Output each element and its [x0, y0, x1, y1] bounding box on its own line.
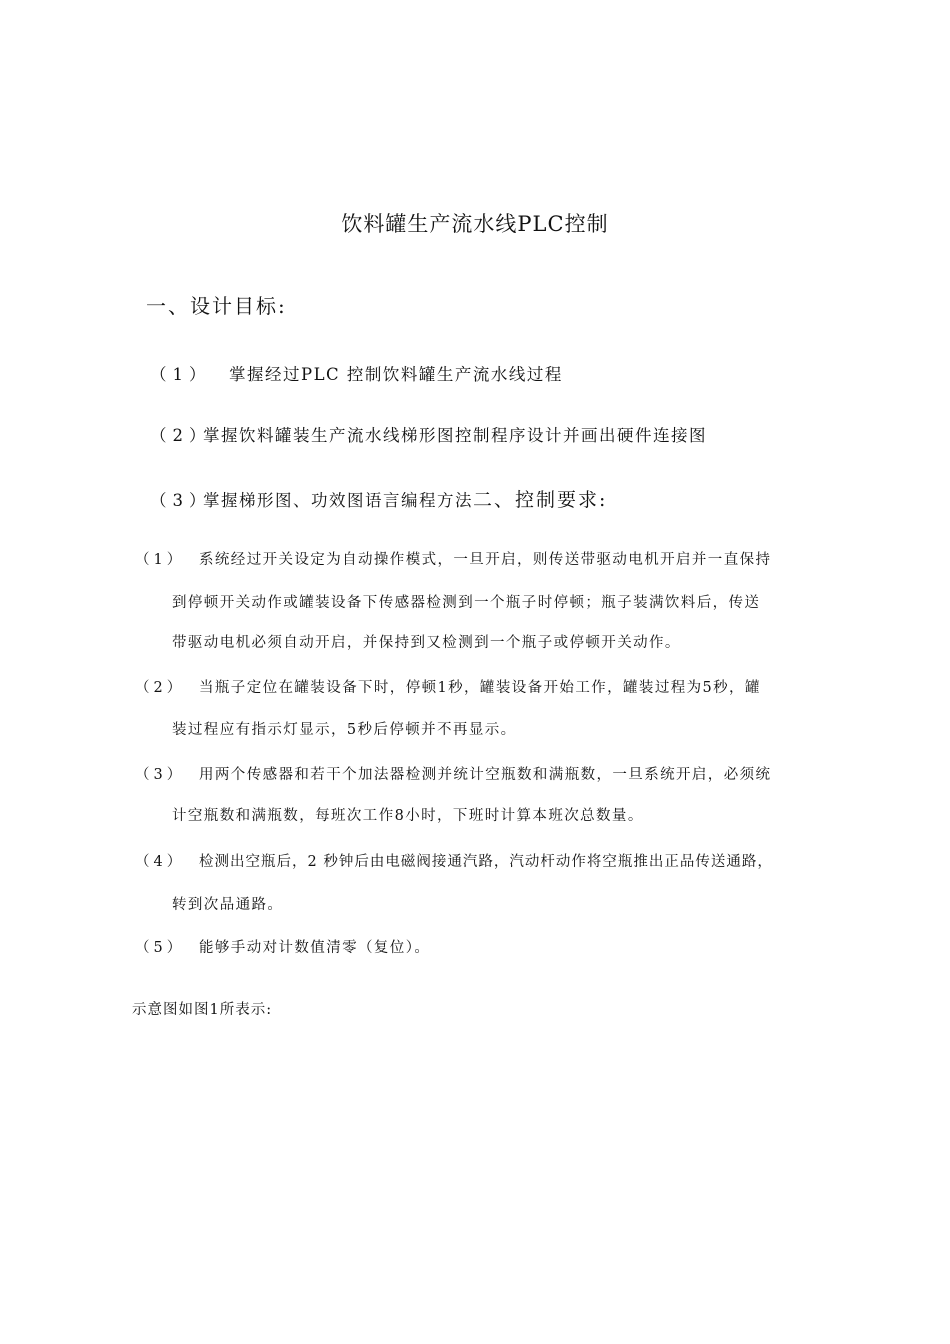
- requirement-line: 到停顿开关动作或罐装设备下传感器检测到一个瓶子时停顿；瓶子装满饮料后，传送: [172, 595, 761, 611]
- goal-text: 掌握经过PLC 控制饮料罐生产流水线过程: [229, 365, 563, 384]
- requirement-line: 当瓶子定位在罐装设备下时，停顿1秒，罐装设备开始工作，罐装过程为5秒，罐: [199, 680, 761, 696]
- document-title: 饮料罐生产流水线PLC控制: [341, 212, 609, 236]
- requirement-line: 系统经过开关设定为自动操作模式，一旦开启，则传送带驱动电机开启并一直保持: [199, 552, 772, 568]
- goal-number: （3）: [150, 491, 212, 510]
- goal-text-with-inline-heading: [203, 491, 607, 510]
- requirement-number: （1）: [135, 552, 186, 568]
- goal-number: （1）: [150, 365, 212, 384]
- requirement-line: 装过程应有指示灯显示，5秒后停顿并不再显示。: [172, 722, 517, 738]
- requirement-line: 检测出空瓶后，2 秒钟后由电磁阀接通汽路，汽动杆动作将空瓶推出正品传送通路，: [199, 854, 773, 870]
- section-heading-design-goals: 一、设计目标:: [146, 294, 287, 318]
- requirement-line: 计空瓶数和满瓶数，每班次工作8小时，下班时计算本班次总数量。: [172, 808, 644, 824]
- requirement-line: 带驱动电机必须自动开启，并保持到又检测到一个瓶子或停顿开关动作。: [172, 635, 681, 651]
- requirement-line: 转到次品通路。: [172, 897, 284, 913]
- requirement-number: （5）: [135, 940, 186, 956]
- goal-text: 掌握梯形图、功效图语言编程方法: [203, 491, 473, 510]
- goal-text: 掌握饮料罐装生产流水线梯形图控制程序设计并画出硬件连接图: [203, 426, 707, 445]
- requirement-number: （3）: [135, 767, 186, 783]
- requirement-number: （2）: [135, 680, 186, 696]
- section-heading-control-requirements: 二、控制要求:: [473, 489, 608, 511]
- figure-note: 示意图如图1所表示:: [132, 1002, 273, 1018]
- requirement-line: 能够手动对计数值清零（复位）。: [199, 940, 431, 956]
- goal-number: （2）: [150, 426, 212, 445]
- requirement-line: 用两个传感器和若干个加法器检测并统计空瓶数和满瓶数，一旦系统开启，必须统: [199, 767, 772, 783]
- requirement-number: （4）: [135, 854, 186, 870]
